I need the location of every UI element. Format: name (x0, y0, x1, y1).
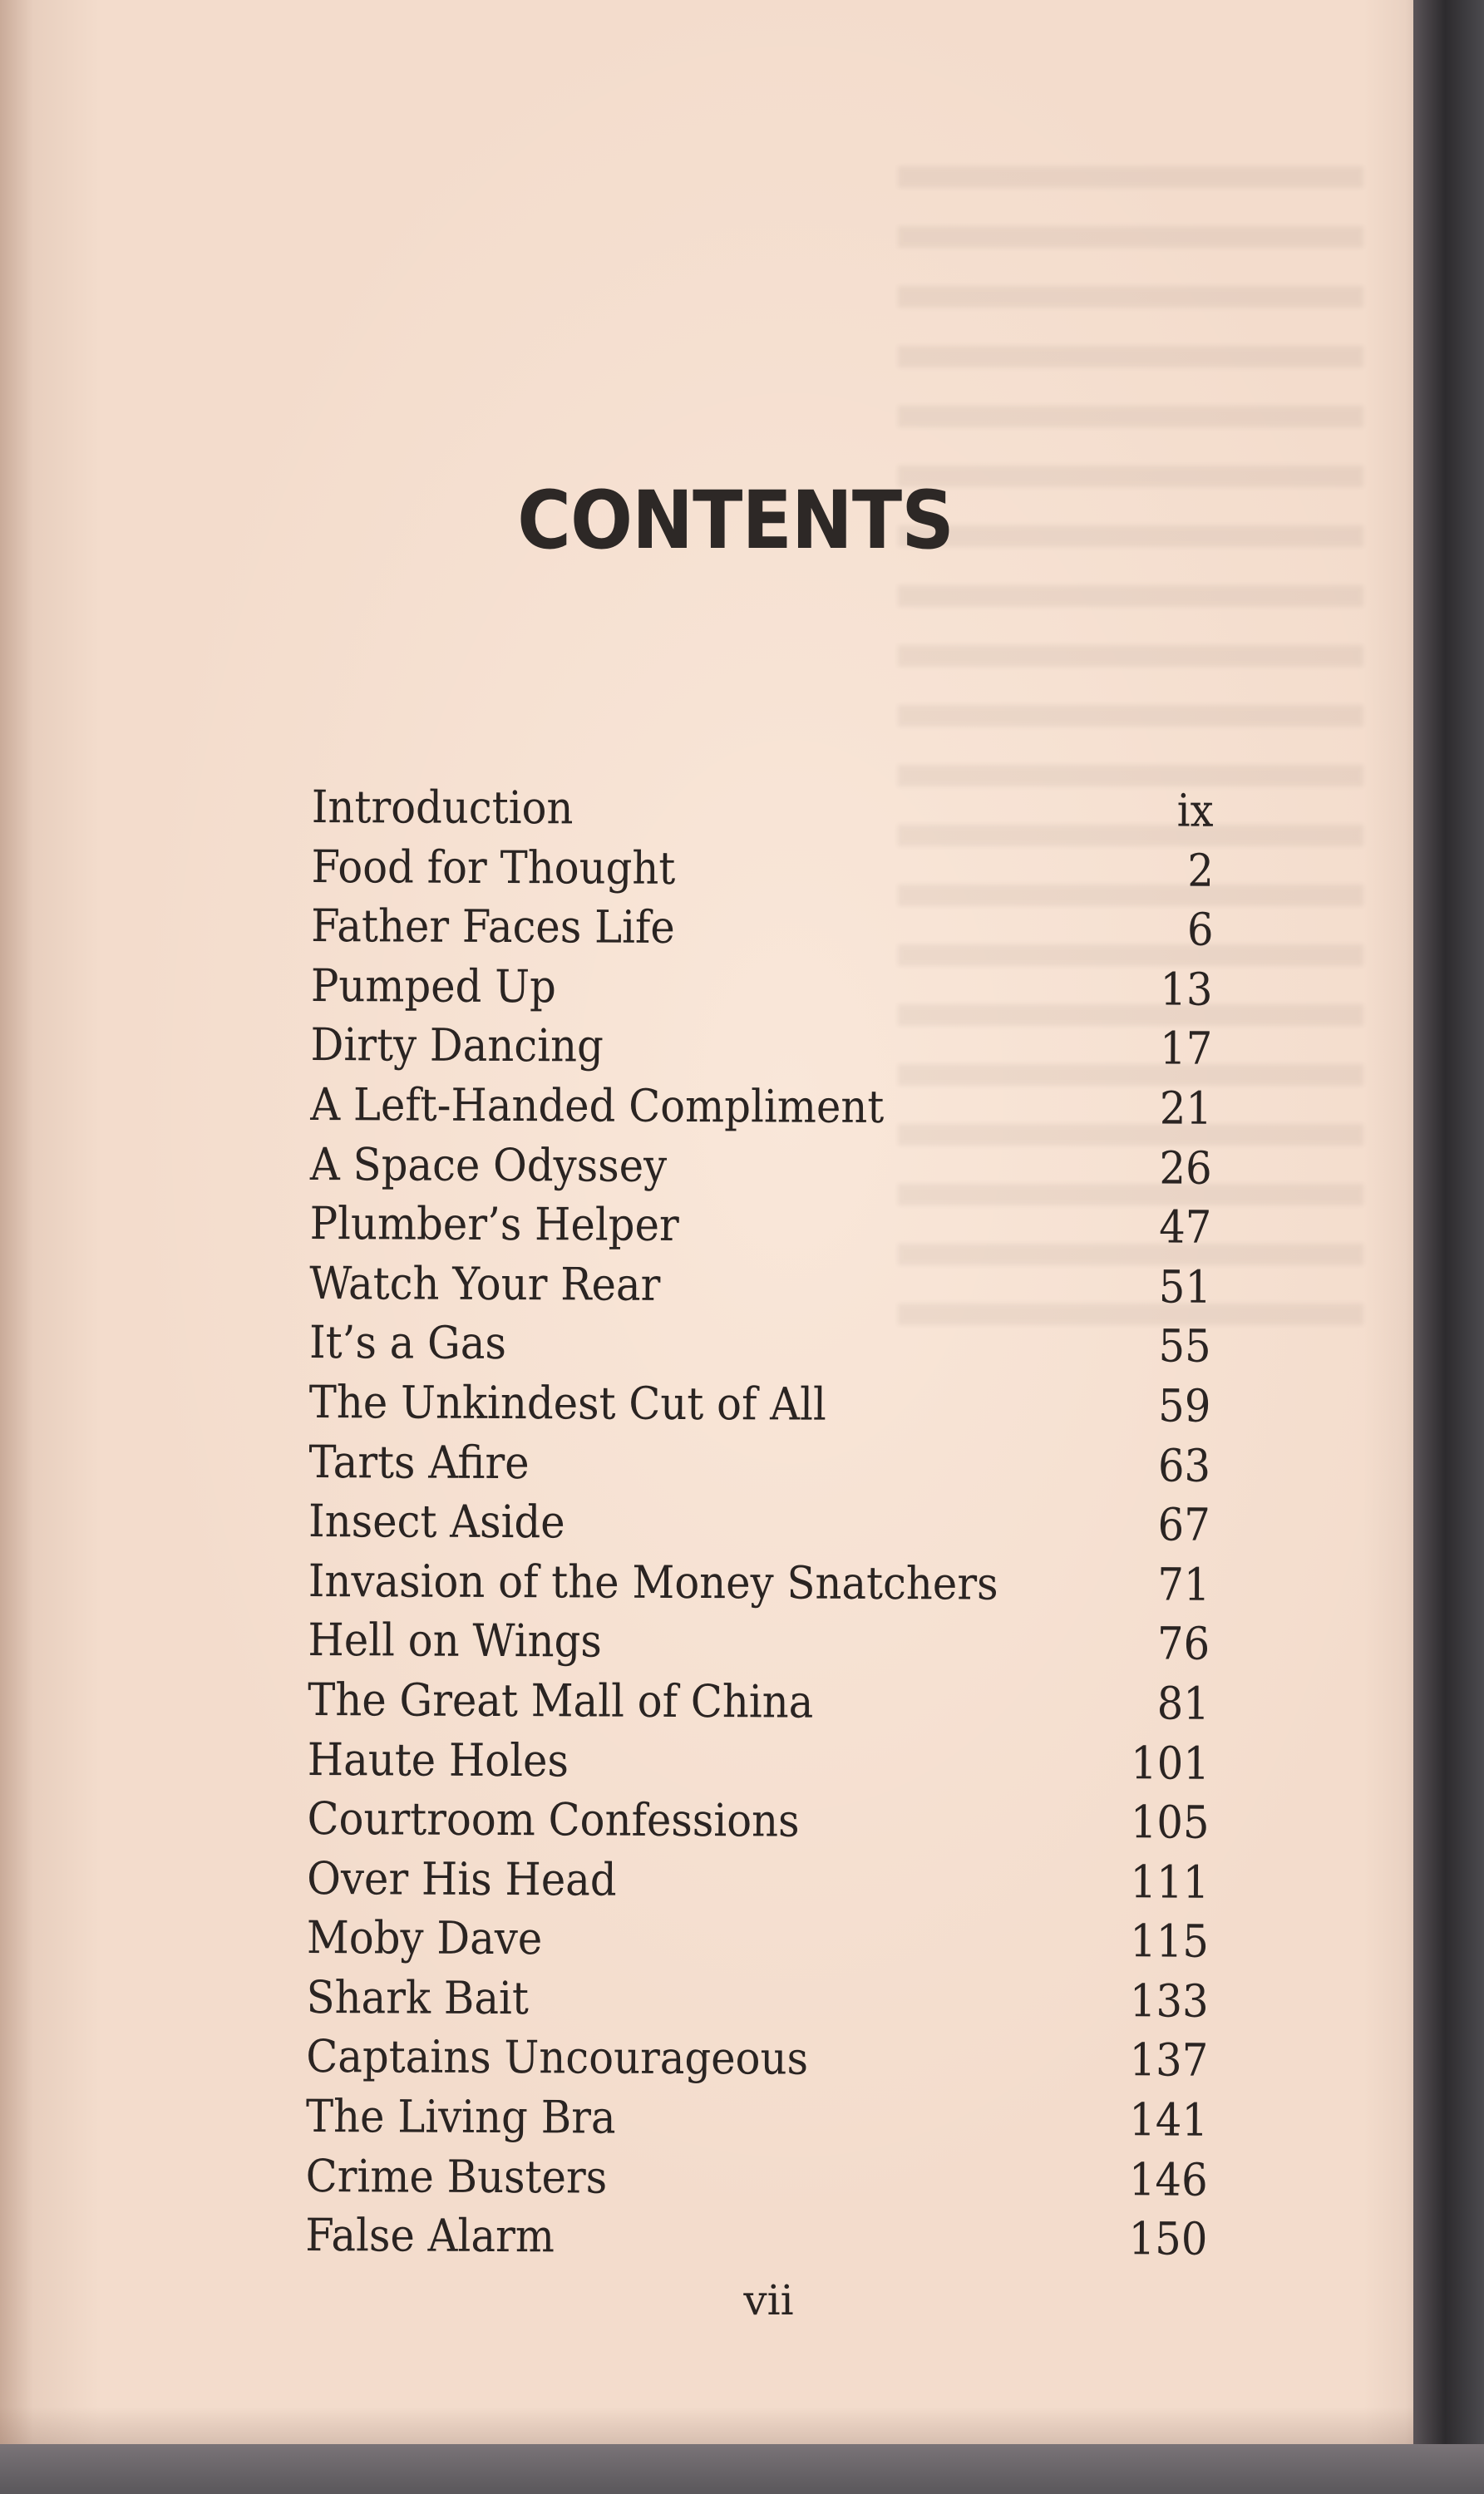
toc-entry (305, 2206, 1207, 2269)
toc-entry-title: Introduction (311, 780, 574, 835)
toc-entry-page: 63 (1158, 1438, 1211, 1492)
toc-entry-page: 111 (1130, 1855, 1210, 1909)
toc-entry (308, 1432, 1210, 1496)
toc-entry-page: 137 (1129, 2033, 1209, 2087)
toc-entry-page: 133 (1129, 1974, 1209, 2028)
toc-entry-page: 47 (1159, 1200, 1212, 1254)
toc-entry-title: The Unkindest Cut of All (308, 1375, 827, 1431)
toc-entry (308, 1491, 1210, 1555)
toc-entry-page: 59 (1158, 1379, 1211, 1432)
toc-entry-title: Crime Busters (305, 2149, 608, 2204)
toc-entry (311, 837, 1213, 900)
spine-shadow (1413, 0, 1484, 2494)
toc-entry-page: 2 (1186, 844, 1214, 897)
toc-entry-title: The Great Mall of China (308, 1673, 814, 1728)
toc-entry-title: Dirty Dancing (310, 1018, 604, 1072)
toc-entry-page: 26 (1159, 1141, 1213, 1195)
toc-entry (309, 1313, 1211, 1376)
toc-entry (309, 1373, 1211, 1436)
toc-entry-page: 17 (1160, 1022, 1213, 1076)
toc-entry-title: Shark Bait (306, 1970, 530, 2025)
toc-entry-page: 115 (1129, 1915, 1210, 1969)
toc-entry (306, 2087, 1208, 2150)
toc-entry (308, 1551, 1210, 1614)
toc-entry (306, 2027, 1208, 2090)
toc-entry-title: Haute Holes (307, 1732, 569, 1787)
toc-entry-title: A Space Odyssey (309, 1137, 668, 1192)
toc-entry-page: ix (1176, 784, 1214, 837)
toc-entry-title: Tarts Afire (308, 1435, 530, 1489)
toc-entry-title: Plumber’s Helper (309, 1197, 679, 1252)
toc-entry-title: Courtroom Confessions (307, 1792, 800, 1847)
toc-entry (307, 1908, 1209, 1971)
page-number: vii (743, 2276, 794, 2324)
toc-entry (311, 956, 1213, 1019)
toc-entry-page: 141 (1128, 2093, 1209, 2147)
toc-entry-page: 55 (1158, 1319, 1212, 1373)
toc-entry-title: A Left-Handed Compliment (310, 1077, 885, 1133)
toc-entry (310, 1135, 1212, 1198)
toc-entry-title: Father Faces Life (311, 900, 675, 954)
toc-entry (310, 1194, 1212, 1257)
toc-entry-page: 6 (1186, 903, 1214, 956)
toc-entry-title: Food for Thought (311, 840, 676, 895)
toc-entry (306, 2147, 1208, 2210)
toc-entry-page: 76 (1157, 1617, 1210, 1671)
toc-entry-title: Moby Dave (306, 1911, 543, 1965)
contents-heading: CONTENTS (517, 474, 954, 567)
toc-entry-page: 150 (1128, 2212, 1208, 2265)
toc-entry (308, 1610, 1210, 1673)
toc-entry-page: 101 (1130, 1736, 1210, 1790)
toc-entry-page: 81 (1156, 1677, 1210, 1730)
toc-entry-page: 146 (1128, 2152, 1208, 2206)
toc-entry-page: 51 (1158, 1260, 1212, 1314)
toc-entry (307, 1789, 1209, 1852)
toc-entry-page: 105 (1130, 1796, 1210, 1849)
toc-entry-title: False Alarm (305, 2209, 555, 2263)
toc-entry-title: It’s a Gas (308, 1316, 507, 1370)
toc-entry (312, 777, 1214, 840)
toc-entry-page: 13 (1160, 963, 1214, 1016)
toc-entry-page: 21 (1159, 1082, 1213, 1135)
toc-entry (310, 1075, 1212, 1138)
toc-entry (307, 1849, 1209, 1912)
table-of-contents (305, 777, 1214, 2270)
toc-entry-title: The Living Bra (305, 2090, 616, 2144)
toc-entry-title: Captains Uncourageous (306, 2030, 809, 2086)
toc-entry-title: Pumped Up (310, 959, 557, 1013)
toc-entry (310, 1015, 1212, 1078)
toc-entry-page: 67 (1157, 1498, 1211, 1551)
toc-entry-title: Watch Your Rear (309, 1256, 661, 1311)
toc-entry (309, 1254, 1211, 1317)
toc-entry (308, 1729, 1210, 1792)
toc-entry-title: Over His Head (307, 1851, 617, 1906)
toc-entry-title: Invasion of the Money Snatchers (308, 1554, 998, 1610)
toc-entry-page: 71 (1157, 1558, 1210, 1611)
toc-entry-title: Insect Aside (308, 1495, 565, 1549)
toc-entry (306, 1968, 1208, 2031)
toc-entry (308, 1670, 1210, 1733)
toc-entry (311, 896, 1213, 959)
toc-entry-title: Hell on Wings (308, 1614, 602, 1668)
bottom-edge-shadow (0, 2444, 1484, 2494)
